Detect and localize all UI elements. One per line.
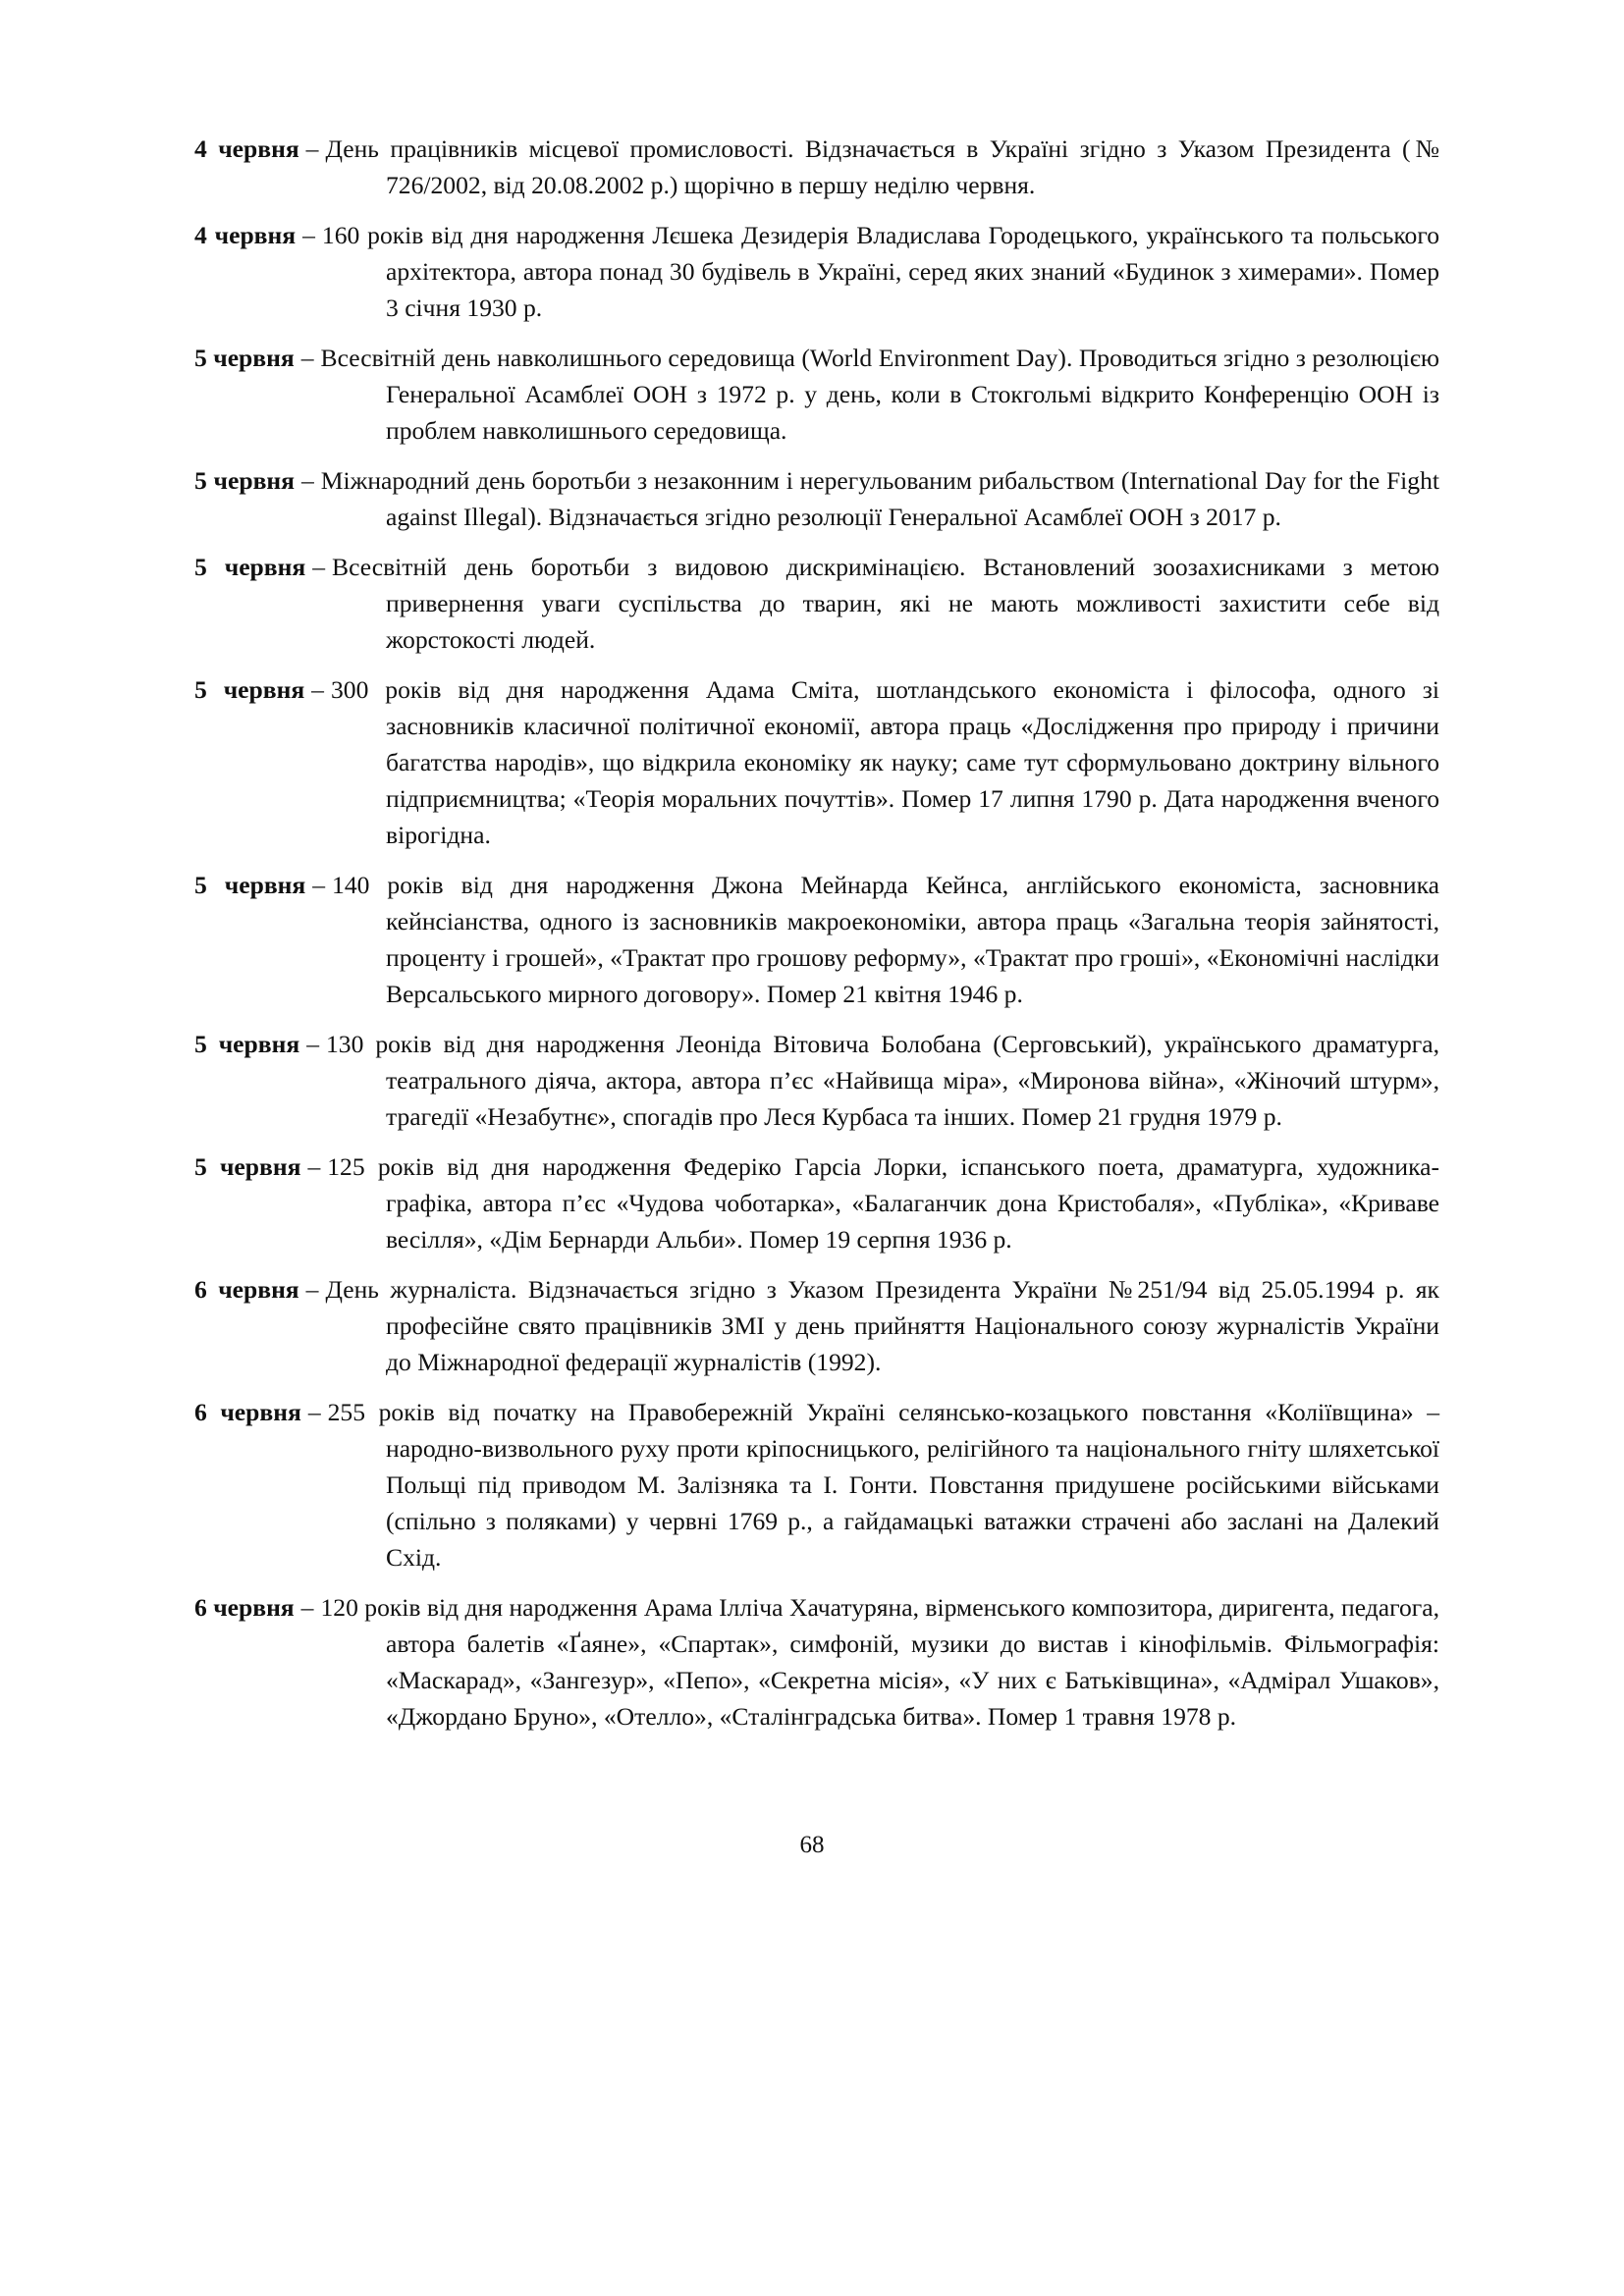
entry-date: 5 червня [194, 675, 305, 704]
entry-text: 130 років від дня народження Леоніда Вітовича Болобана (Серговський), українського драматурга, театрального діяча, актора, автора п’єс «Найвища міра», «Миронова війна», «Жіночий штурм», трагедії «Незабутнє», спогадів про Леся Курбаса та інших. Помер 21 грудня 1979 р. [326, 1030, 1439, 1131]
calendar-entry [194, 549, 1439, 658]
calendar-entry [194, 867, 1439, 1012]
entry-dash: – [307, 1152, 321, 1181]
calendar-entry [194, 131, 1439, 203]
entry-dash: – [300, 1593, 314, 1622]
calendar-entry [194, 1148, 1439, 1257]
calendar-entry [194, 217, 1439, 326]
entry-dash: – [312, 553, 325, 581]
entry-text: День працівників місцевої промисловості. Відзначається в Україні згідно з Указом Президента (№ 726/2002, від 20.08.2002 р.) щорічно в першу неділю червня. [325, 134, 1440, 199]
page-number: 68 [799, 1832, 825, 1858]
entry-date: 5 червня [194, 553, 306, 581]
entry-date: 4 червня [194, 221, 297, 249]
entry-text: Всесвітній день боротьби з видовою дискримінацією. Встановлений зоозахисниками з метою привернення уваги суспільства до тварин, які не мають можливості захистити себе від жорстокості людей. [332, 553, 1439, 654]
entry-text: 125 років від дня народження Федеріко Гарсіа Лорки, іспанського поета, драматурга, художника-графіка, автора п’єс «Чудова чоботарка», «Балаганчик дона Кристобаля», «Публіка», «Криваве весілля», «Дім Бернарди Альби». Помер 19 серпня 1936 р. [327, 1152, 1439, 1254]
entry-date: 5 червня [194, 344, 295, 372]
entry-dash: – [305, 134, 319, 163]
entry-text: 120 років від дня народження Арама Ілліча Хачатуряна, вірменського композитора, диригента, педагога, автора балетів «Ґаяне», «Спартак», симфоній, музики до вистав і кінофільмів. Фільмографія: «Маскарад», «Зангезур», «Пепо», «Секретна місія», «У них є Батьківщина», «Адмірал Ушаков», «Джордано Бруно», «Отелло», «Сталінградська битва». Помер 1 травня 1978 р. [320, 1593, 1440, 1731]
entry-text: Всесвітній день навколишнього середовища (World Environment Day). Проводиться згідно з резолюцією Генеральної Асамблеї ООН з 1972 р. у день, коли в Стокгольмі відкрито Конференцію ООН із проблем навколишнього середовища. [320, 344, 1440, 445]
calendar-entry [194, 1394, 1439, 1575]
entry-text: 140 років від дня народження Джона Мейнарда Кейнса, англійського економіста, засновника кейнсіанства, одного із засновників макроекономіки, автора праць «Загальна теорія зайнятості, проценту і грошей», «Трактат про грошову реформу», «Трактат про гроші», «Економічні наслідки Версальського мирного договору». Помер 21 квітня 1946 р. [332, 871, 1439, 1008]
entry-dash: – [306, 1030, 319, 1058]
entry-dash: – [302, 221, 315, 249]
entry-dash: – [311, 675, 324, 704]
entry-text: День журналіста. Відзначається згідно з Указом Президента України №251/94 від 25.05.1994 р. як професійне свято працівників ЗМІ у день прийняття Національного союзу журналістів України до Міжнародної федерації журналістів (1992). [325, 1275, 1439, 1376]
calendar-entry [194, 1271, 1439, 1380]
entry-date: 4 червня [194, 134, 299, 163]
entry-date: 6 червня [194, 1398, 301, 1426]
entry-text: 255 років від початку на Правобережній Україні селянсько-козацького повстання «Коліївщина» – народно-визвольного руху проти кріпосницького, релігійного та національного гніту шляхетської Польщі під приводом М. Залізняка та І. Гонти. Повстання придушене російськими військами (спільно з поляками) у червні 1769 р., а гайдамацькі ватажки страчені або заслані на Далекий Схід. [327, 1398, 1439, 1572]
entry-date: 6 червня [194, 1275, 299, 1304]
calendar-entry [194, 462, 1439, 535]
entry-date: 5 червня [194, 466, 295, 495]
entry-dash: – [305, 1275, 319, 1304]
entry-text: 160 років від дня народження Лєшека Дезидерія Владислава Городецького, українського та польського архітектора, автора понад 30 будівель в Україні, серед яких знаний «Будинок з химерами». Помер 3 січня 1930 р. [321, 221, 1439, 322]
entry-text: 300 років від дня народження Адама Сміта, шотландського економіста і філософа, одного зі засновників класичної політичної економії, автора праць «Дослідження про природу і причини багатства народів», що відкрила економіку як науку; саме тут сформульовано доктрину вільного підприємництва; «Теорія моральних почуттів». Помер 17 липня 1790 р. Дата народження вченого вірогідна. [330, 675, 1439, 849]
entry-date: 5 червня [194, 1152, 301, 1181]
calendar-entry [194, 1589, 1439, 1735]
entry-dash: – [312, 871, 326, 899]
calendar-entry [194, 1026, 1439, 1135]
entry-text: Міжнародний день боротьби з незаконним і нерегульованим рибальством (International Day for the Fight against Illegal). Відзначається згідно резолюції Генеральної Асамблеї ООН з 2017 р. [320, 466, 1440, 531]
calendar-entry [194, 671, 1439, 853]
calendar-entry [194, 340, 1439, 449]
document-page [194, 131, 1439, 1748]
entry-date: 5 червня [194, 871, 306, 899]
entry-date: 6 червня [194, 1593, 295, 1622]
entry-dash: – [300, 344, 314, 372]
entry-date: 5 червня [194, 1030, 300, 1058]
entry-dash: – [301, 466, 314, 495]
entry-dash: – [307, 1398, 321, 1426]
